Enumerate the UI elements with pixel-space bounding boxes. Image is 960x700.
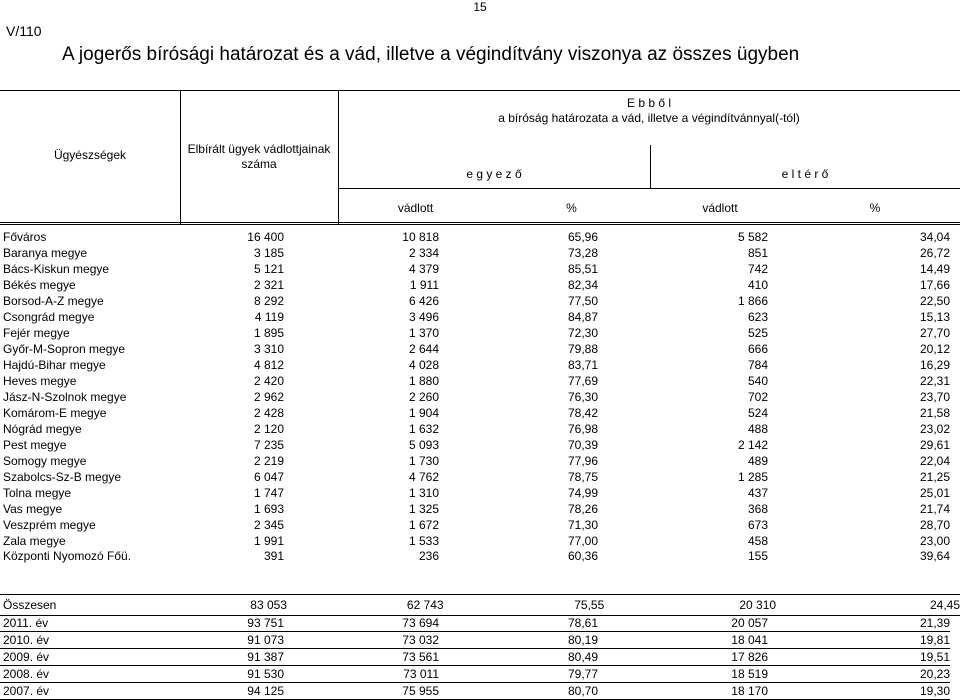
- cell-total: 2 428: [253, 406, 284, 420]
- cell-differ-n: 784: [747, 358, 768, 372]
- page-number: 15: [473, 0, 487, 14]
- cell-differ-p: 27,70: [919, 326, 950, 340]
- cell-differ-p: 21,58: [919, 406, 950, 420]
- cell-agree-n: 1 911: [409, 278, 439, 292]
- cell-name: Békés megye: [3, 278, 76, 292]
- cell-differ-n: 525: [747, 326, 768, 340]
- cell-name: Fejér megye: [3, 326, 70, 340]
- cell-agree-n: 10 818: [402, 230, 439, 244]
- cell-differ-p: 23,02: [919, 422, 950, 436]
- cell-differ-n: 17 826: [598, 649, 768, 666]
- cell-agree-p: 85,51: [567, 262, 598, 276]
- header-ebbol-sub: a bíróság határozata a vád, illetve a végindítvánnyal(-tól): [498, 111, 800, 125]
- cell-total: 2 219: [253, 454, 284, 468]
- cell-agree-p: 74,99: [567, 486, 598, 500]
- cell-name: Győr-M-Sopron megye: [3, 342, 126, 356]
- cell-agree-n: 1 880: [408, 374, 439, 388]
- cell-agree-p: 77,00: [567, 534, 598, 548]
- header-pct-2: %: [869, 201, 881, 215]
- cell-name: Szabolcs-Sz-B megye: [3, 470, 122, 484]
- cell-differ-n: 702: [747, 390, 768, 404]
- cell-agree-p: 76,98: [567, 422, 598, 436]
- table-row: [0, 373, 950, 389]
- table-row: [0, 245, 950, 261]
- cell-differ-n: 368: [747, 502, 768, 516]
- cell-name: Komárom-E megye: [3, 406, 107, 420]
- header-ebbol: E b b ő l: [626, 96, 672, 110]
- years-table: [0, 615, 950, 700]
- cell-total: 91 387: [183, 649, 284, 666]
- table-row: [0, 533, 950, 549]
- cell-differ-n: 1 866: [737, 294, 768, 308]
- cell-differ-p: 34,04: [919, 230, 950, 244]
- table-row: [0, 632, 950, 649]
- cell-differ-p: 14,49: [919, 262, 950, 276]
- cell-name: Vas megye: [3, 502, 63, 516]
- cell-total: 1 991: [253, 534, 284, 548]
- cell-differ-n: 540: [747, 374, 768, 388]
- cell-differ-p: 20,12: [919, 342, 950, 356]
- table-row: [0, 261, 950, 277]
- cell-name: 2010. év: [0, 632, 183, 649]
- data-table: [0, 229, 950, 549]
- table-row: [0, 453, 950, 469]
- header-differ: e l t é r ő: [781, 167, 829, 181]
- cell-differ-n: 20 057: [598, 615, 768, 632]
- cell-agree-p: 78,42: [567, 406, 598, 420]
- cell-agree-p: 84,87: [567, 310, 598, 324]
- cell-agree-p: 78,61: [439, 615, 598, 632]
- cell-name: Bács-Kiskun megye: [3, 262, 110, 276]
- cell-differ-n: 2 142: [737, 438, 768, 452]
- cell-agree-n: 4 028: [408, 358, 439, 372]
- cell-differ-p: 25,01: [919, 486, 950, 500]
- cell-agree-n: 1 325: [408, 502, 439, 516]
- table-row: [0, 485, 950, 501]
- cell-name: Tolna megye: [3, 486, 72, 500]
- cell-name: Borsod-A-Z megye: [3, 294, 104, 308]
- cell-name: Nógrád megye: [3, 422, 82, 436]
- cell-agree-n: 1 730: [408, 454, 439, 468]
- cell-agree-p: 77,96: [567, 454, 598, 468]
- cell-total: 2 962: [253, 390, 284, 404]
- cell-agree-n: 236: [418, 549, 439, 563]
- cell-name: Baranya megye: [3, 246, 88, 260]
- cell-differ-p: 23,00: [919, 534, 950, 548]
- cell-differ-p: 24,45: [929, 598, 960, 612]
- cell-differ-p: 15,13: [919, 310, 950, 324]
- cell-differ-p: 23,70: [919, 390, 950, 404]
- cell-agree-n: 62 743: [406, 598, 444, 612]
- cell-agree-n: 5 093: [408, 438, 439, 452]
- cell-differ-n: 410: [747, 278, 768, 292]
- cell-agree-p: 78,26: [567, 502, 598, 516]
- cell-differ-n: 489: [747, 454, 768, 468]
- cell-agree-n: 73 011: [284, 666, 439, 683]
- cell-differ-p: 22,50: [919, 294, 950, 308]
- cell-total: 1 747: [253, 486, 284, 500]
- cell-agree-p: 82,34: [567, 278, 598, 292]
- cell-name: Zala megye: [3, 534, 66, 548]
- header-pct-1: %: [566, 201, 577, 215]
- header-total-line1: Elbírált ügyek vádlottjainak: [187, 142, 331, 156]
- header-total-line2: száma: [241, 157, 277, 171]
- cell-name: 2011. év: [0, 615, 183, 632]
- table-row: [0, 405, 950, 421]
- cell-agree-p: 72,30: [567, 326, 598, 340]
- cell-agree-p: 70,39: [567, 438, 598, 452]
- cell-differ-p: 16,29: [919, 358, 950, 372]
- table-row: [0, 683, 950, 700]
- cell-agree-n: 73 032: [284, 632, 439, 649]
- cell-agree-n: 1 310: [408, 486, 439, 500]
- cell-name: Jász-N-Szolnok megye: [3, 390, 127, 404]
- cell-agree-n: 4 379: [408, 262, 439, 276]
- cell-agree-n: 1 533: [408, 534, 439, 548]
- table-row: [0, 357, 950, 373]
- page-title: A jogerős bírósági határozat és a vád, illetve a végindítvány viszonya az összes ügyben: [62, 44, 800, 65]
- cell-differ-n: 488: [747, 422, 768, 436]
- header-vadlott-1: vádlott: [397, 201, 434, 215]
- cell-name: 2009. év: [0, 649, 183, 666]
- cell-differ-p: 20,23: [768, 666, 950, 683]
- cell-total: 1 693: [253, 502, 284, 516]
- table-row: [0, 325, 950, 341]
- cell-total: 391: [263, 549, 284, 563]
- cell-name: Somogy megye: [3, 454, 87, 468]
- table-row: [0, 548, 950, 564]
- cell-differ-n: 623: [747, 310, 768, 324]
- cell-differ-n: 666: [747, 342, 768, 356]
- cell-differ-p: 21,39: [768, 615, 950, 632]
- cell-total: 3 310: [253, 342, 284, 356]
- cell-differ-p: 39,64: [919, 549, 950, 563]
- cell-differ-n: 155: [747, 549, 768, 563]
- cell-agree-p: 78,75: [567, 470, 598, 484]
- cell-total: 3 185: [253, 246, 284, 260]
- cell-agree-p: 65,96: [567, 230, 598, 244]
- table-row: [0, 595, 960, 616]
- cell-agree-n: 73 694: [284, 615, 439, 632]
- cell-differ-n: 524: [747, 406, 768, 420]
- cell-total: 6 047: [253, 470, 284, 484]
- cell-name: Összesen: [3, 598, 57, 612]
- cell-agree-p: 79,77: [439, 666, 598, 683]
- cell-total: 4 812: [253, 358, 284, 372]
- cell-total: 83 053: [250, 598, 287, 612]
- cell-agree-n: 3 496: [408, 310, 439, 324]
- cell-name: Veszprém megye: [3, 518, 96, 532]
- table-row: [0, 293, 950, 309]
- cell-agree-n: 73 561: [284, 649, 439, 666]
- cell-total: 7 235: [253, 438, 284, 452]
- cell-name: Csongrád megye: [3, 310, 95, 324]
- table-header: [0, 90, 960, 225]
- cell-agree-p: 79,88: [567, 342, 598, 356]
- header-vadlott-2: vádlott: [702, 201, 738, 215]
- cell-agree-p: 80,19: [439, 632, 598, 649]
- cell-agree-p: 71,30: [567, 518, 598, 532]
- cell-differ-p: 19,81: [768, 632, 950, 649]
- cell-total: 16 400: [247, 230, 284, 244]
- cell-total: 93 751: [183, 615, 284, 632]
- cell-name: 2007. év: [0, 683, 183, 700]
- cell-agree-n: 2 334: [408, 246, 439, 260]
- cell-differ-n: 673: [747, 518, 768, 532]
- table-code: V/110: [6, 23, 42, 39]
- cell-differ-n: 18 170: [598, 683, 768, 700]
- cell-agree-n: 4 762: [408, 470, 439, 484]
- cell-agree-n: 1 904: [408, 406, 439, 420]
- header-office: Ügyészségek: [53, 148, 127, 162]
- table-row: [0, 666, 950, 683]
- cell-agree-n: 2 260: [408, 390, 439, 404]
- cell-name: Pest megye: [3, 438, 67, 452]
- cell-differ-n: 20 310: [739, 598, 777, 612]
- table-row: [0, 437, 950, 453]
- cell-agree-n: 2 644: [408, 342, 439, 356]
- cell-name: 2008. év: [0, 666, 183, 683]
- cell-agree-p: 60,36: [567, 549, 598, 563]
- cell-total: 8 292: [253, 294, 284, 308]
- header-agree: e g y e z ő: [466, 167, 522, 181]
- cell-total: 4 119: [254, 310, 284, 324]
- table-row: [0, 649, 950, 666]
- table-row: [0, 421, 950, 437]
- cell-differ-p: 29,61: [919, 438, 950, 452]
- central-table: [0, 548, 950, 564]
- cell-name: Hajdú-Bihar megye: [3, 358, 106, 372]
- table-row: [0, 615, 950, 632]
- cell-agree-n: 75 955: [284, 683, 439, 700]
- cell-agree-n: 1 672: [408, 518, 439, 532]
- cell-agree-p: 83,71: [567, 358, 598, 372]
- cell-agree-p: 80,49: [439, 649, 598, 666]
- cell-agree-p: 73,28: [567, 246, 598, 260]
- cell-total: 2 420: [253, 374, 284, 388]
- cell-agree-p: 76,30: [567, 390, 598, 404]
- cell-differ-n: 458: [747, 534, 768, 548]
- cell-agree-p: 77,69: [567, 374, 598, 388]
- table-row: [0, 389, 950, 405]
- cell-differ-p: 19,30: [768, 683, 950, 700]
- cell-total: 2 120: [253, 422, 284, 436]
- cell-total: 2 321: [253, 278, 284, 292]
- cell-differ-p: 22,04: [919, 454, 950, 468]
- cell-agree-n: 1 632: [408, 422, 439, 436]
- cell-differ-p: 26,72: [919, 246, 950, 260]
- cell-total: 2 345: [253, 518, 284, 532]
- cell-agree-p: 80,70: [439, 683, 598, 700]
- cell-differ-p: 28,70: [919, 518, 950, 532]
- cell-differ-p: 21,74: [919, 502, 950, 516]
- cell-agree-n: 6 426: [408, 294, 439, 308]
- cell-total: 91 073: [183, 632, 284, 649]
- cell-name: Központi Nyomozó Főü.: [3, 549, 132, 563]
- table-row: [0, 277, 950, 293]
- cell-differ-n: 851: [747, 246, 768, 260]
- cell-differ-n: 742: [747, 262, 768, 276]
- cell-agree-p: 75,55: [574, 598, 605, 612]
- cell-name: Főváros: [3, 230, 47, 244]
- table-row: [0, 309, 950, 325]
- cell-differ-n: 1 285: [737, 470, 768, 484]
- table-row: [0, 469, 950, 485]
- cell-total: 5 121: [253, 262, 284, 276]
- cell-differ-p: 22,31: [919, 374, 950, 388]
- cell-total: 1 895: [253, 326, 284, 340]
- table-row: [0, 341, 950, 357]
- table-row: [0, 501, 950, 517]
- cell-differ-p: 19,51: [768, 649, 950, 666]
- cell-differ-n: 437: [747, 486, 768, 500]
- table-row: [0, 517, 950, 533]
- cell-differ-p: 17,66: [919, 278, 950, 292]
- cell-differ-n: 5 582: [737, 230, 768, 244]
- total-table: [0, 594, 960, 616]
- cell-name: Heves megye: [3, 374, 77, 388]
- cell-total: 94 125: [183, 683, 284, 700]
- table-row: [0, 229, 950, 245]
- cell-differ-p: 21,25: [919, 470, 950, 484]
- cell-agree-n: 1 370: [408, 326, 439, 340]
- cell-agree-p: 77,50: [567, 294, 598, 308]
- cell-differ-n: 18 041: [598, 632, 768, 649]
- cell-total: 91 530: [183, 666, 284, 683]
- cell-differ-n: 18 519: [598, 666, 768, 683]
